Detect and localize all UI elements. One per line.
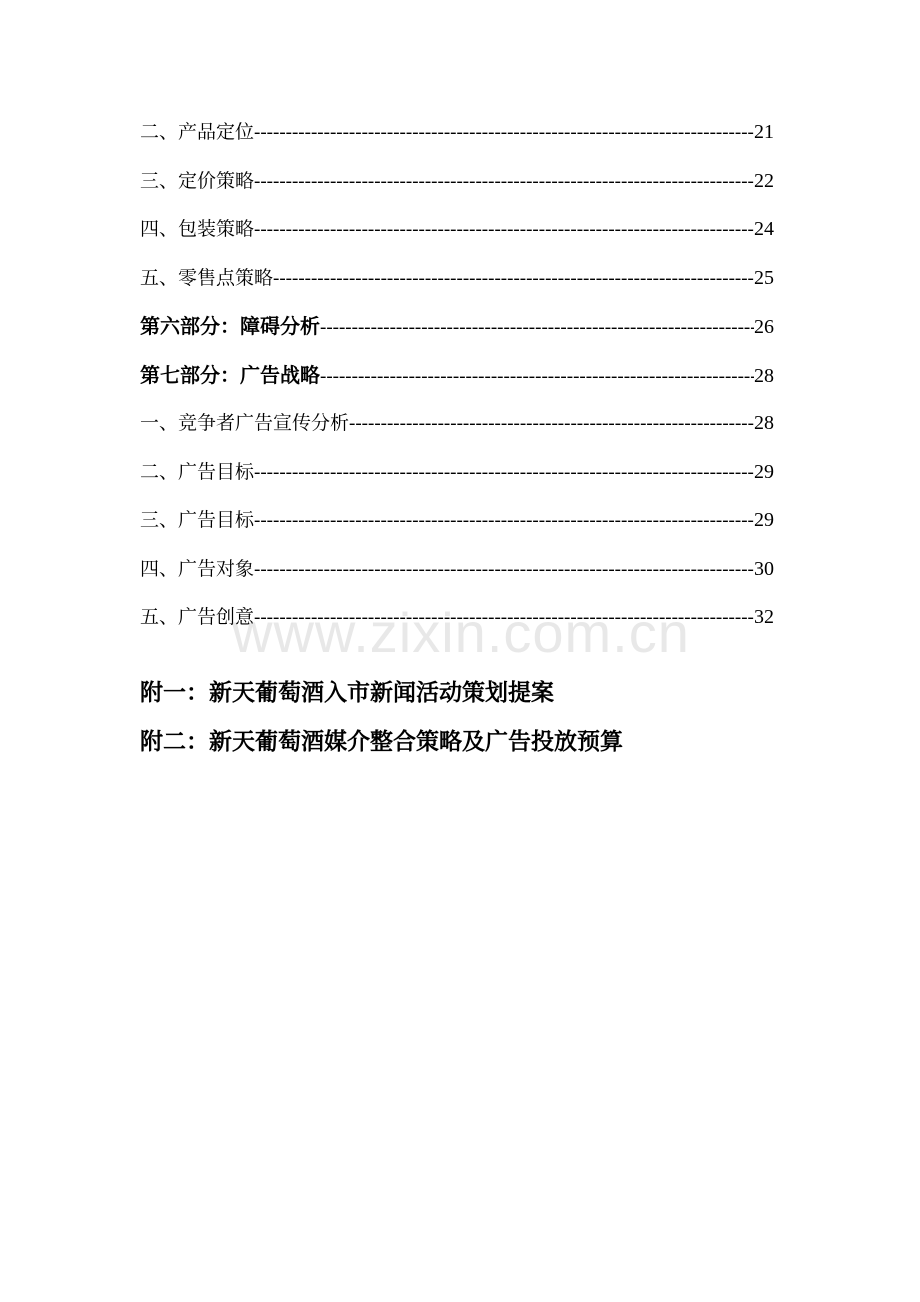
appendix-heading-2: 附二：新天葡萄酒媒介整合策略及广告投放预算 xyxy=(140,729,623,755)
toc-leader-dots xyxy=(254,457,754,489)
toc-entry-retail-strategy[interactable] xyxy=(140,262,774,311)
table-of-contents xyxy=(140,116,774,650)
toc-entry-ad-goals-2[interactable] xyxy=(140,504,774,553)
toc-leader-dots xyxy=(254,505,754,537)
toc-entry-label: 二、广告目标 xyxy=(140,460,255,483)
toc-entry-ad-creative[interactable] xyxy=(140,601,774,650)
toc-entry-label: 一、竞争者广告宣传分析 xyxy=(140,412,350,434)
toc-entry-label: 四、包装策略 xyxy=(140,218,255,240)
toc-entry-product-positioning[interactable] xyxy=(140,116,774,165)
toc-page-number: 22 xyxy=(754,169,774,192)
toc-page-number: 29 xyxy=(754,509,774,531)
toc-page-number: 30 xyxy=(754,557,774,580)
watermark: www.zixin.com.cn xyxy=(232,601,690,664)
toc-entry-label: 第六部分：障碍分析 xyxy=(140,314,320,338)
toc-entry-label: 三、定价策略 xyxy=(140,169,255,192)
toc-entry-ad-audience[interactable] xyxy=(140,553,774,602)
toc-entry-part-six[interactable] xyxy=(140,310,774,359)
toc-entry-competitor-analysis[interactable] xyxy=(140,407,774,456)
toc-entry-packaging-strategy[interactable] xyxy=(140,213,774,262)
toc-page-number: 25 xyxy=(754,266,774,289)
toc-leader-dots xyxy=(349,408,754,440)
toc-page-number: 26 xyxy=(754,316,774,338)
toc-entry-part-seven[interactable] xyxy=(140,359,774,408)
toc-leader-dots xyxy=(320,361,754,393)
toc-leader-dots xyxy=(320,312,754,344)
toc-leader-dots xyxy=(254,117,754,149)
toc-leader-dots xyxy=(273,263,754,295)
toc-page-number: 28 xyxy=(754,364,774,387)
toc-entry-label: 四、广告对象 xyxy=(140,557,255,580)
toc-entry-pricing-strategy[interactable] xyxy=(140,165,774,214)
toc-leader-dots xyxy=(254,166,754,198)
toc-leader-dots xyxy=(254,602,754,634)
toc-entry-label: 五、广告创意 xyxy=(140,606,255,628)
toc-page-number: 29 xyxy=(754,460,774,483)
toc-page-number: 28 xyxy=(754,412,774,434)
appendix-heading-1: 附一：新天葡萄酒入市新闻活动策划提案 xyxy=(140,680,554,706)
toc-leader-dots xyxy=(254,554,754,586)
toc-entry-ad-goals[interactable] xyxy=(140,456,774,505)
toc-entry-label: 第七部分：广告战略 xyxy=(140,362,320,387)
toc-page-number: 32 xyxy=(754,606,774,628)
toc-leader-dots xyxy=(254,214,754,246)
toc-entry-label: 五、零售点策略 xyxy=(140,266,274,289)
toc-entry-label: 二、产品定位 xyxy=(140,121,255,143)
toc-page-number: 21 xyxy=(754,121,774,143)
toc-page-number: 24 xyxy=(754,218,774,240)
toc-entry-label: 三、广告目标 xyxy=(140,509,255,531)
